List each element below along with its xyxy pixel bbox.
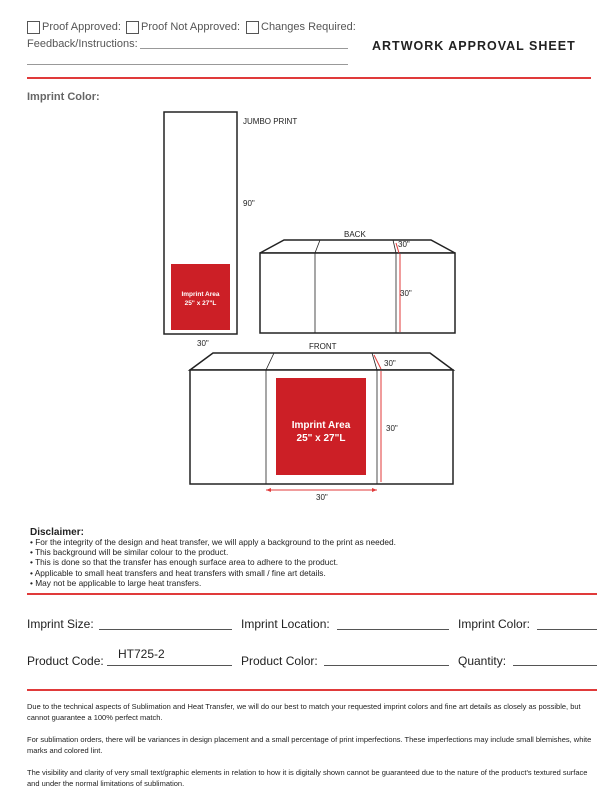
front-table-top: [190, 353, 453, 370]
front-imprint-line2: 25" x 27"L: [296, 433, 346, 444]
disclaimer-divider: [27, 593, 597, 595]
proof-approved-label: Proof Approved:: [42, 21, 121, 33]
jumbo-print-label: JUMBO PRINT: [243, 117, 298, 126]
proof-not-approved-label: Proof Not Approved:: [141, 21, 241, 33]
front-width-label: 30": [316, 493, 328, 502]
product-code-field[interactable]: [107, 665, 232, 666]
note-sublimation-variance: For sublimation orders, there will be variances in design placement and a small percentage of print imperfections. These imperfections may include small blemishes, white marks and colored lint.: [27, 735, 592, 755]
imprint-size-label: Imprint Size:: [27, 617, 94, 631]
disclaimer-item: • May not be applicable to large heat transfers.: [30, 577, 202, 588]
fields-divider: [27, 689, 597, 691]
product-color-field[interactable]: [324, 665, 449, 666]
imprint-color-label: Imprint Color:: [27, 91, 100, 103]
imprint-color-field-label: Imprint Color:: [458, 617, 531, 631]
imprint-color-field[interactable]: [537, 629, 597, 630]
disclaimer-item: • Applicable to small heat transfers and heat transfers with small / fine art details.: [30, 567, 326, 578]
front-height-label: 30": [386, 424, 398, 433]
product-code-value: HT725-2: [118, 647, 165, 661]
imprint-size-field[interactable]: [99, 629, 232, 630]
disclaimer-item: • This is done so that the transfer has enough surface area to adhere to the product.: [30, 557, 339, 568]
front-imprint-line1: Imprint Area: [291, 420, 351, 431]
quantity-label: Quantity:: [458, 654, 507, 668]
imprint-location-field[interactable]: [337, 629, 449, 630]
feedback-label: Feedback/Instructions:: [27, 38, 138, 50]
note-color-match: Due to the technical aspects of Sublimation and Heat Transfer, we will do our best to match your requested imprint colors and fine art details as closely as possible, but cannot guarantee a 100% perfect match.: [27, 702, 581, 722]
changes-required-label: Changes Required:: [261, 21, 356, 33]
back-height-label: 30": [400, 289, 412, 298]
disclaimer-item: • For the integrity of the design and heat transfer, we will apply a background to the print as needed.: [30, 537, 396, 547]
product-code-label: Product Code:: [27, 654, 104, 668]
page-title: ARTWORK APPROVAL SHEET: [372, 39, 576, 53]
jumbo-imprint-line2: 25" x 27"L: [184, 300, 217, 307]
back-depth-label: 30": [398, 240, 410, 249]
jumbo-width-label: 30": [197, 339, 209, 348]
product-color-label: Product Color:: [241, 654, 318, 668]
front-label: FRONT: [309, 342, 337, 351]
disclaimer-item: • This background will be similar colour to the product.: [30, 547, 229, 558]
disclaimer-list: [30, 537, 396, 588]
note-visibility: The visibility and clarity of very small text/graphic elements in relation to how it is digitally shown cannot be guaranteed due to the nature of the product's textured surface and under the normal limitations of sublimation.: [27, 768, 588, 788]
back-table-top: [260, 240, 455, 253]
back-label: BACK: [344, 230, 366, 239]
back-table-body: [260, 253, 455, 333]
front-depth-label: 30": [384, 359, 396, 368]
quantity-field[interactable]: [513, 665, 597, 666]
imprint-location-label: Imprint Location:: [241, 617, 330, 631]
jumbo-imprint-line1: Imprint Area: [181, 291, 220, 298]
disclaimer-title: Disclaimer:: [30, 527, 84, 538]
jumbo-height-label: 90": [243, 199, 255, 208]
